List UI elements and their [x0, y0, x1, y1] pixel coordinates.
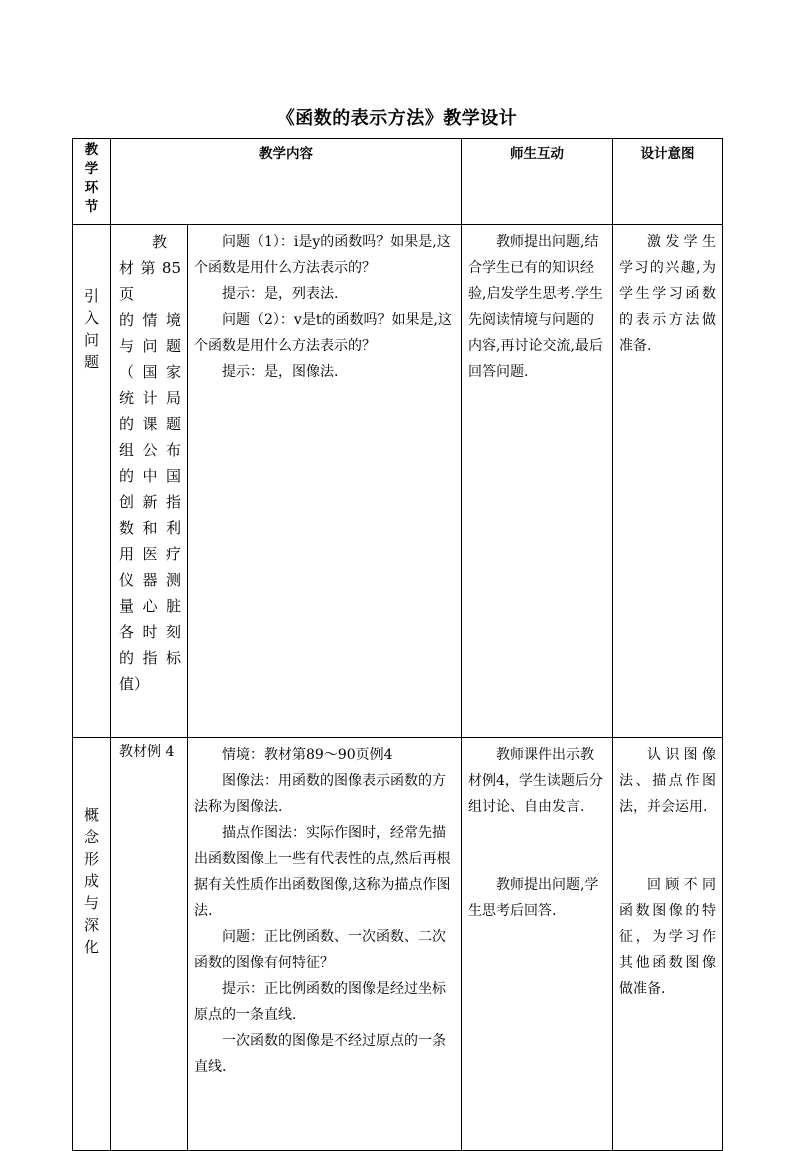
content-paragraph: 问题（2）：v是t的函数吗？如果是,这个函数是用什么方法表示的？: [194, 312, 452, 354]
header-stage-char: 教: [84, 142, 99, 158]
stage-char: 与: [83, 894, 99, 912]
material-cell: 教材例 4: [111, 738, 188, 1151]
interaction-paragraph: 教师课件出示教材例4，学生读题后分组讨论、自由发言.: [468, 747, 603, 815]
header-interaction: 师生互动: [462, 139, 613, 225]
material-line: （ 国 家: [119, 363, 181, 381]
intent-paragraph: 认识图像法、描点作图法，并会运用.: [619, 747, 716, 815]
material-line: 值）: [119, 675, 150, 693]
header-stage: [73, 139, 111, 225]
content-paragraph: 图像法：用函数的图像表示函数的方法称为图像法.: [194, 773, 446, 815]
material-line: 材第85页: [119, 259, 181, 303]
content-paragraph: 问题（1）：i是y的函数吗？如果是,这个函数是用什么方法表示的？: [194, 234, 451, 276]
material-line: 仪 器 测: [119, 571, 181, 589]
material-line: 数 和 利: [119, 519, 181, 537]
material-line: 用 医 疗: [119, 545, 181, 563]
interaction-paragraph: 教师提出问题,学生思考后回答.: [468, 877, 599, 919]
intent-cell: [613, 225, 723, 738]
content-cell: [188, 738, 462, 1151]
material-line: 教: [151, 233, 167, 251]
table-row: [73, 738, 723, 1151]
material-line: 统 计 局: [119, 389, 181, 407]
content-cell: [188, 225, 462, 738]
material-line: 的 中 国: [119, 467, 181, 485]
material-line: 的 情 境: [119, 311, 181, 329]
material-line: 的 指 标: [119, 649, 181, 667]
content-paragraph: 提示：是，图像法.: [222, 364, 339, 380]
intent-paragraph: 激发学生学习的兴趣,为学生学习函数的表示方法做准备.: [619, 234, 716, 354]
header-stage-char: 学: [84, 161, 99, 177]
spacer: [468, 820, 606, 846]
content-paragraph: 提示：是，列表法.: [222, 286, 339, 302]
document-title: 《函数的表示方法》教学设计: [276, 108, 518, 129]
header-intent: 设计意图: [613, 139, 723, 225]
content-paragraph: 情境：教材第89～90页例4: [222, 747, 393, 763]
stage-char: 成: [83, 872, 99, 890]
header-content: 教学内容: [111, 139, 462, 225]
content-paragraph: 问题：正比例函数、一次函数、二次函数的图像有何特征？: [194, 929, 446, 971]
stage-cell: [73, 738, 111, 1151]
table-row: [73, 225, 723, 738]
interaction-cell: [462, 738, 613, 1151]
material-line: 量 心 脏: [119, 597, 181, 615]
material-line: 创 新 指: [119, 493, 181, 511]
interaction-paragraph: 教师提出问题,结合学生已有的知识经验,启发学生思考.学生先阅读情境与问题的内容,再讨论交流,最后回答问题.: [468, 234, 603, 380]
spacer: [619, 820, 716, 846]
stage-char: 化: [83, 938, 99, 956]
stage-char: 题: [83, 353, 99, 371]
material-line: 的 课 题: [119, 415, 181, 433]
material-cell: [111, 225, 188, 738]
content-paragraph: 一次函数的图像是不经过原点的一条直线.: [194, 1033, 446, 1075]
spacer: [468, 846, 606, 872]
content-paragraph: 提示：正比例函数的图像是经过坐标原点的一条直线.: [194, 981, 446, 1023]
header-row: [73, 139, 723, 225]
stage-char: 形: [83, 850, 99, 868]
intent-cell: [613, 738, 723, 1151]
stage-char: 概: [83, 806, 99, 824]
material-line: 各 时 刻: [119, 623, 181, 641]
spacer: [619, 846, 716, 872]
stage-char: 问: [83, 331, 99, 349]
header-stage-char: 节: [84, 199, 99, 215]
material-line: 组 公 布: [119, 441, 181, 459]
stage-char: 引: [83, 287, 99, 305]
stage-char: 念: [83, 828, 99, 846]
stage-cell: [73, 225, 111, 738]
stage-char: 入: [83, 309, 99, 327]
content-paragraph: 描点作图法：实际作图时，经常先描出函数图像上一些有代表性的点,然后再根据有关性质作出函数图像,这称为描点作图法.: [194, 825, 451, 919]
material-line: 与 问 题: [119, 337, 181, 355]
intent-paragraph: 回顾不同函数图像的特征，为学习作其他函数图像做准备.: [619, 877, 716, 997]
header-stage-char: 环: [84, 180, 99, 196]
interaction-cell: [462, 225, 613, 738]
lesson-plan-table: [72, 138, 723, 1151]
stage-char: 深: [83, 916, 99, 934]
